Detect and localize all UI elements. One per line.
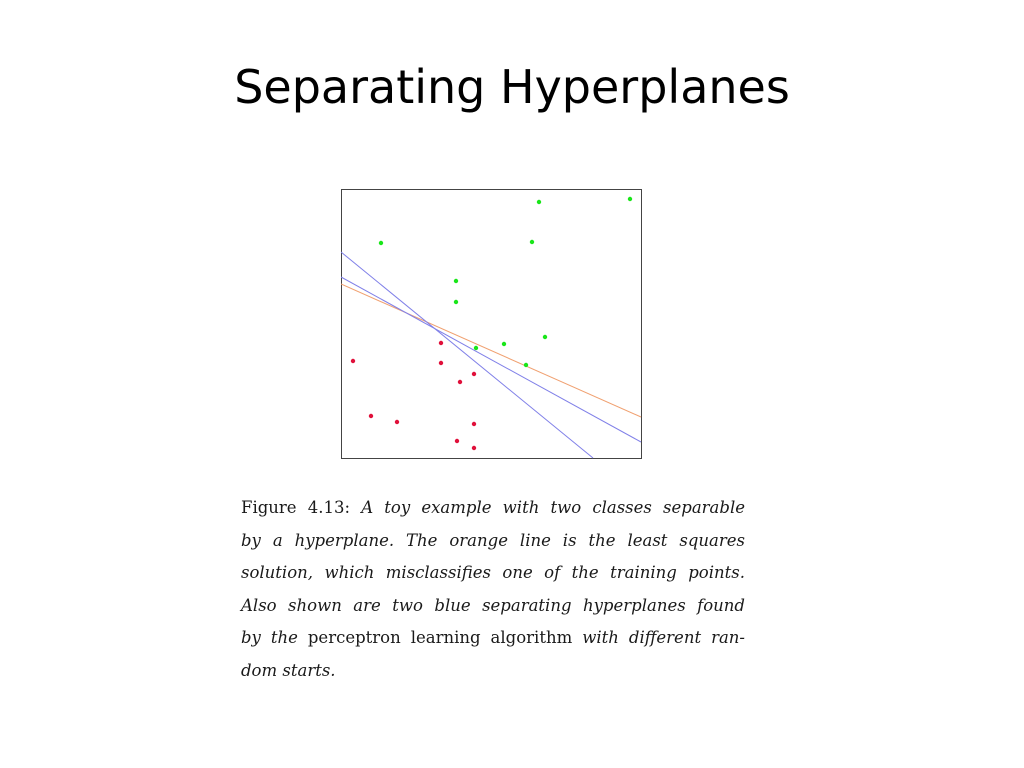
scatter-plot-svg [341,189,642,459]
caption-text: A toy example with two classes separable [361,498,745,517]
plot-frame [342,190,642,459]
red-point [472,422,476,426]
green-point [474,346,478,350]
figure-caption [241,492,745,687]
green-point [502,342,506,346]
red-point [472,446,476,450]
red-point [369,414,373,418]
green-point [524,363,528,367]
caption-text: by the [241,628,298,647]
green-point [628,197,632,201]
slide-title: Separating Hyperplanes [234,60,790,114]
caption-line-6: dom starts. [241,660,336,680]
caption-line-1 [241,492,745,525]
caption-line-2: by a hyperplane. The orange line is the least squares [241,530,745,550]
green-point [454,279,458,283]
caption-line-5 [241,622,745,655]
red-point [455,439,459,443]
caption-line-3: solution, which misclassifies one of the training points. [241,563,745,582]
caption-line-4: Also shown are two blue separating hyperplanes found [241,595,745,615]
red-point [351,359,355,363]
caption-algorithm-name: perceptron learning algorithm [307,628,573,647]
green-point [454,300,458,304]
red-point [472,372,476,376]
red-point [439,361,443,365]
red-point [395,420,399,424]
figure-scatter-plot [341,189,642,459]
caption-text: with different ran- [582,628,745,647]
green-point [379,241,383,245]
green-point [530,240,534,244]
caption-figure-label: Figure 4.13: [241,498,351,517]
green-point [543,335,547,339]
red-point [458,380,462,384]
green-point [537,200,541,204]
red-point [439,341,443,345]
